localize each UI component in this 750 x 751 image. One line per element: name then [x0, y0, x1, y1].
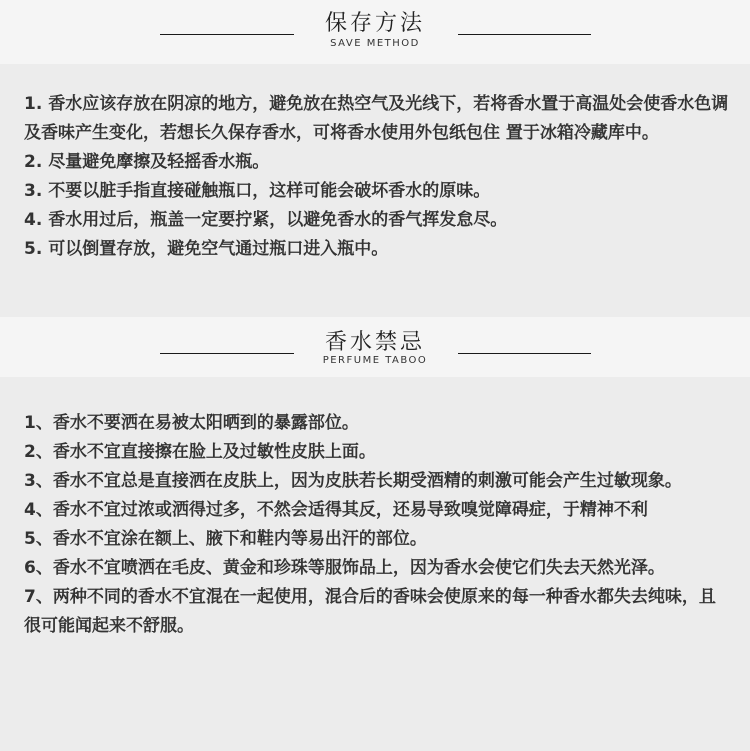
list-item: 1、香水不要洒在易被太阳晒到的暴露部位。	[24, 413, 359, 433]
perfume-taboo-header	[0, 317, 750, 377]
list-item: 4、香水不宜过浓或洒得过多，不然会适得其反，还易导致嗅觉障碍症，于精神不利	[24, 500, 648, 520]
list-item: 2. 尽量避免摩擦及轻摇香水瓶。	[24, 152, 270, 172]
list-item: 2、香水不宜直接擦在脸上及过敏性皮肤上面。	[24, 442, 376, 462]
list-item: 6、香水不宜喷洒在毛皮、黄金和珍珠等服饰品上，因为香水会使它们失去天然光泽。	[24, 558, 665, 578]
save-method-header	[0, 0, 750, 64]
list-item: 4. 香水用过后，瓶盖一定要拧紧，以避免香水的香气挥发怠尽。	[24, 210, 508, 230]
section-subtitle: PERFUME TABOO	[322, 355, 428, 366]
list-item: 7、两种不同的香水不宜混在一起使用，混合后的香味会使原来的每一种香水都失去纯味，且很可能闻起来不舒服。	[24, 587, 716, 636]
list-item: 1. 香水应该存放在阴凉的地方，避免放在热空气及光线下，若将香水置于高温处会使香水色调及香味产生变化，若想长久保存香水，可将香水使用外包纸包住 置于冰箱冷藏库中。	[24, 94, 729, 143]
list-item: 5、香水不宜涂在额上、腋下和鞋内等易出汗的部位。	[24, 529, 427, 549]
perfume-taboo-content	[0, 377, 750, 751]
section-title: 香水禁忌	[324, 330, 425, 355]
section-title: 保存方法	[324, 11, 425, 36]
list-item: 3、香水不宜总是直接洒在皮肤上，因为皮肤若长期受酒精的刺激可能会产生过敏现象。	[24, 471, 682, 491]
section-subtitle: SAVE METHOD	[330, 38, 420, 49]
list-item: 3. 不要以脏手指直接碰触瓶口，这样可能会破坏香水的原味。	[24, 181, 491, 201]
list-item: 5. 可以倒置存放，避免空气通过瓶口进入瓶中。	[24, 239, 389, 259]
save-method-content	[0, 64, 750, 317]
